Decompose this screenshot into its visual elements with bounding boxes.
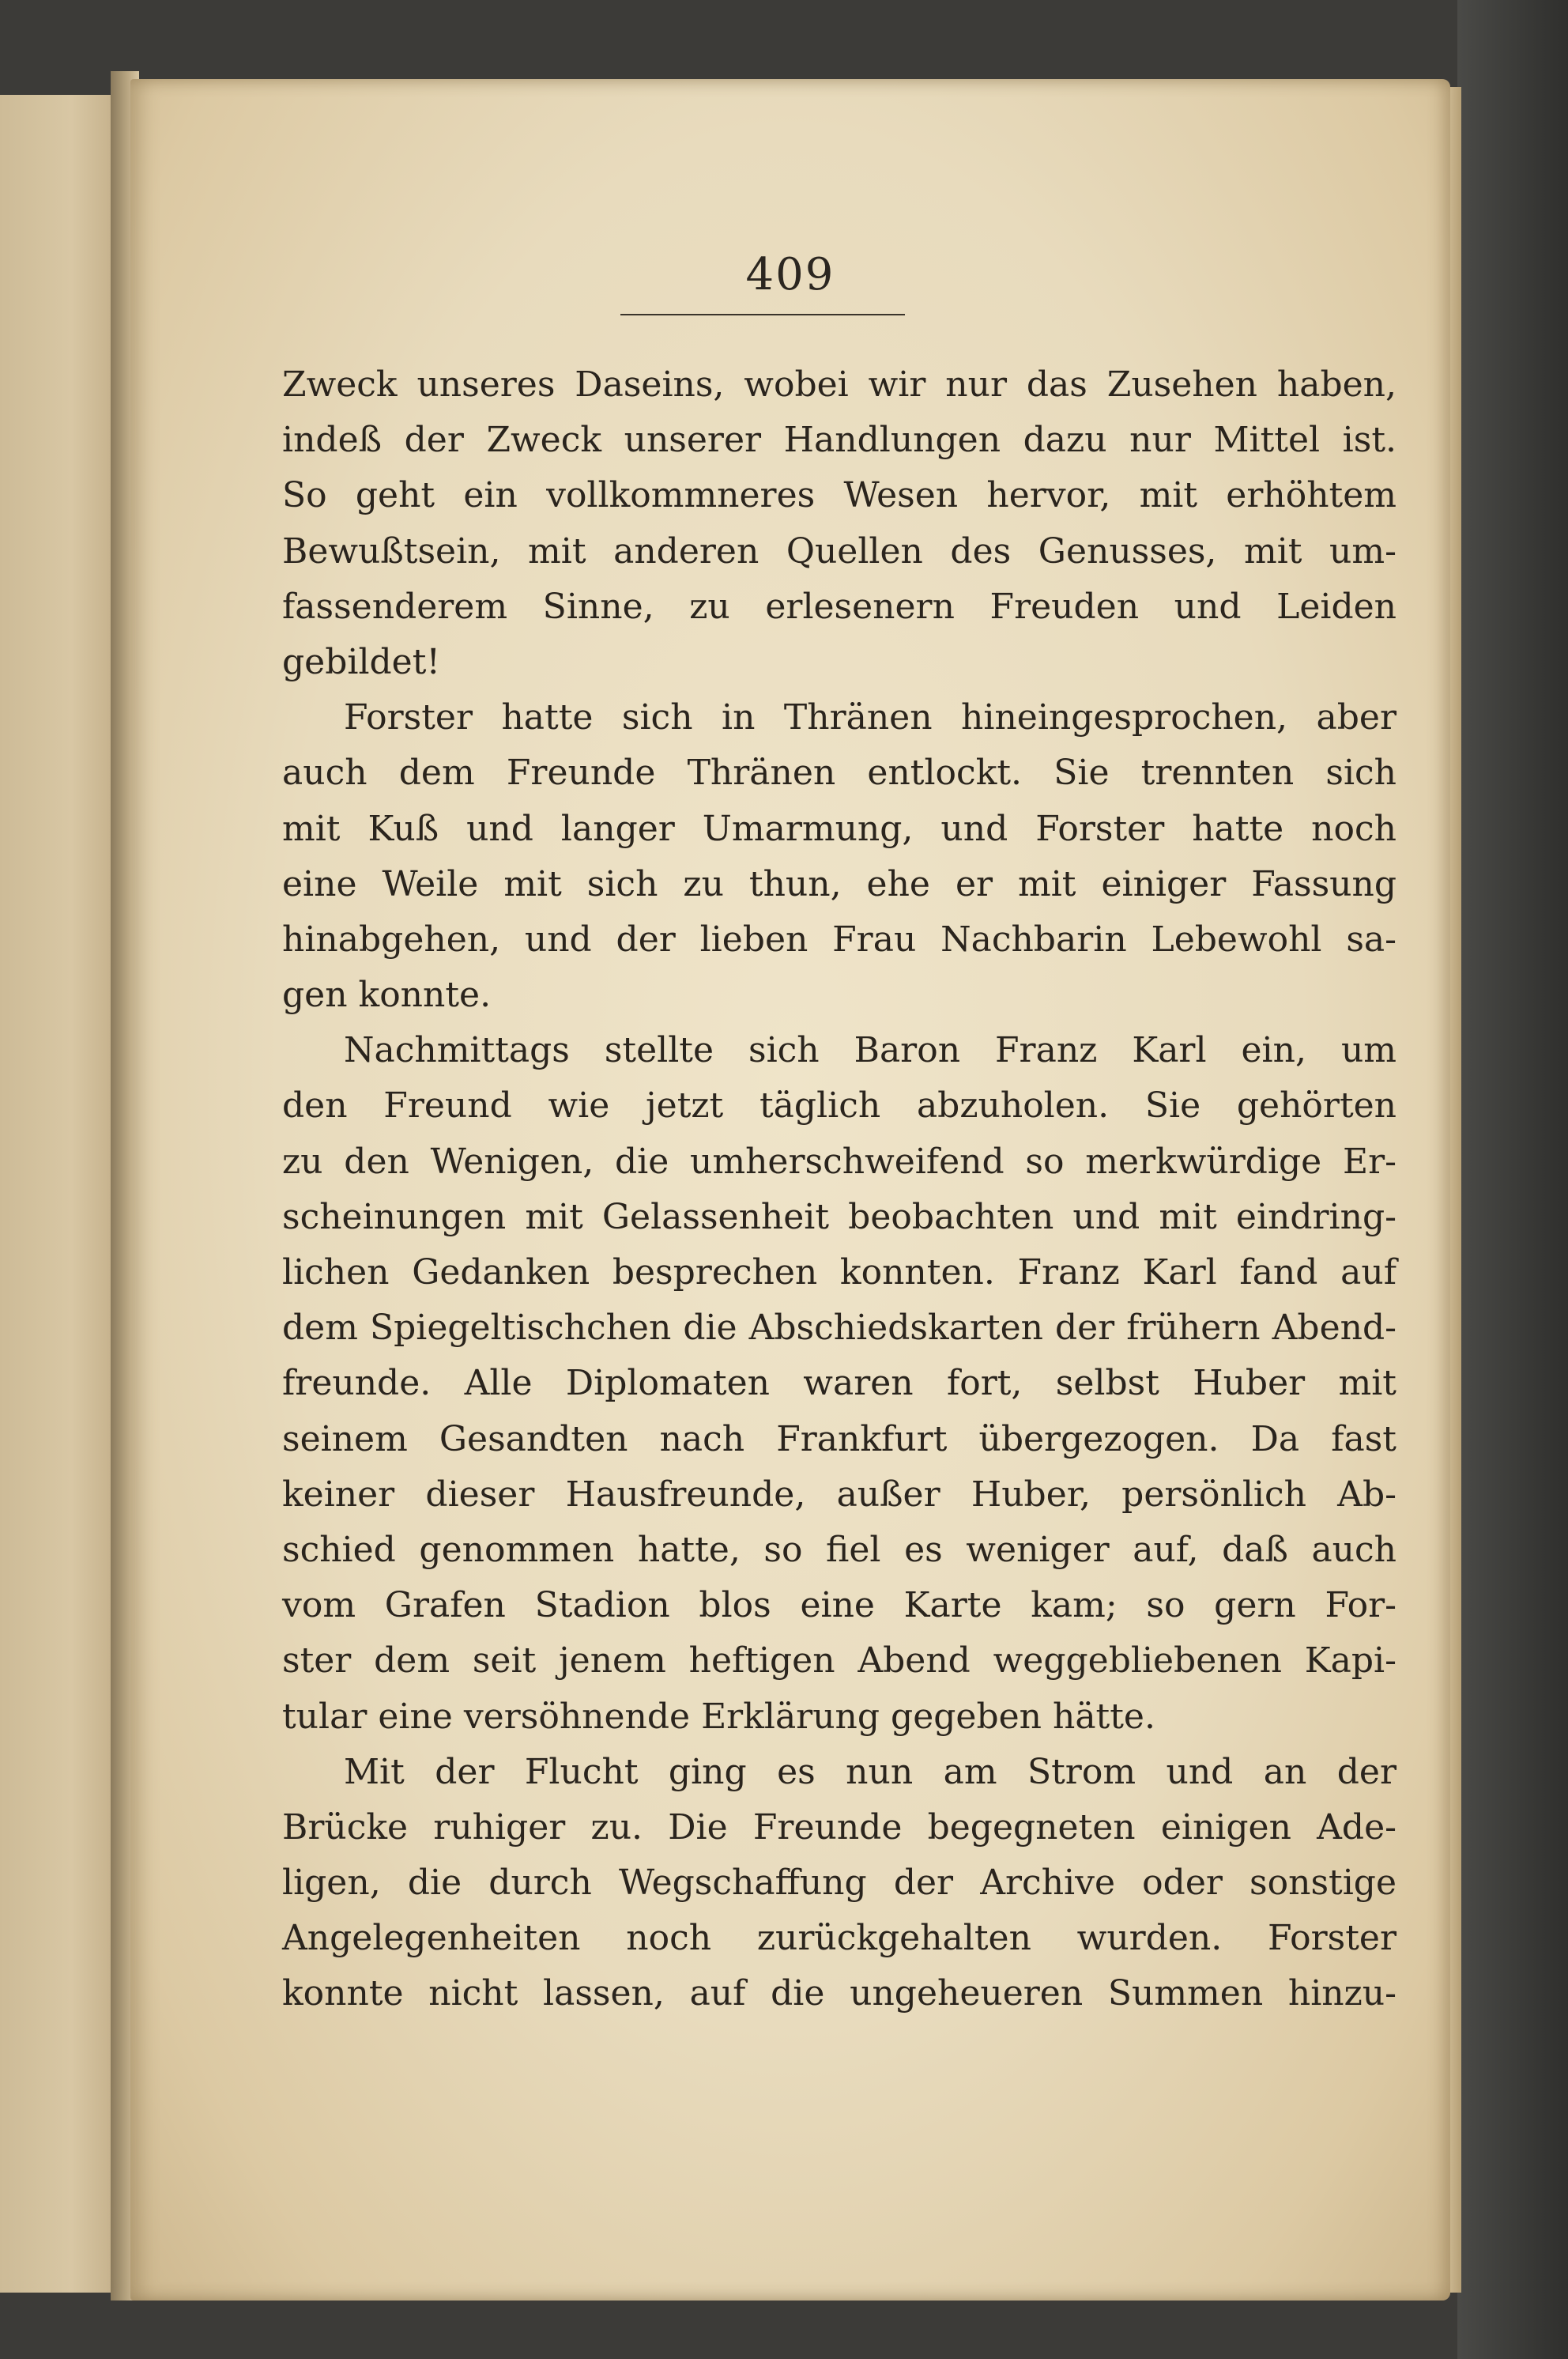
text-line: So geht ein vollkommneres Wesen hervor, mit erhöhtem (282, 475, 1396, 516)
text-line: auch dem Freunde Thränen entlockt. Sie trennten sich (282, 753, 1396, 794)
text-line: schied genommen hatte, so fiel es weniger auf, daß auch (282, 1529, 1396, 1570)
text-line: ster dem seit jenem heftigen Abend weggebliebenen Kapi- (282, 1640, 1396, 1681)
text-line: hinabgehen, und der lieben Frau Nachbarin Lebewohl sa- (282, 919, 1396, 960)
page-number: 409 (745, 249, 835, 300)
text-line: mit Kuß und langer Umarmung, und Forster hatte noch (282, 808, 1396, 849)
text-line: Bewußtsein, mit anderen Quellen des Genusses, mit um- (282, 530, 1396, 572)
text-line: den Freund wie jetzt täglich abzuholen. Sie gehörten (282, 1085, 1396, 1127)
text-line: seinem Gesandten nach Frankfurt übergezogen. Da fast (282, 1418, 1396, 1459)
text-line: Mit der Flucht ging es nun am Strom und an der (344, 1751, 1396, 1792)
text-line: tular eine versöhnende Erklärung gegeben hätte. (282, 1696, 1155, 1737)
text-line: indeß der Zweck unserer Handlungen dazu nur Mittel ist. (282, 420, 1396, 461)
text-line: fassenderem Sinne, zu erlesenern Freuden und Leiden (282, 586, 1396, 627)
text-line: Brücke ruhiger zu. Die Freunde begegneten einigen Ade- (282, 1806, 1396, 1848)
book-page (130, 79, 1450, 2300)
text-line: freunde. Alle Diplomaten waren fort, selbst Huber mit (282, 1363, 1396, 1404)
text-line: Zweck unseres Daseins, wobei wir nur das Zusehen haben, (282, 364, 1396, 405)
text-line: zu den Wenigen, die umherschweifend so merkwürdige Er- (282, 1141, 1396, 1182)
text-line: vom Grafen Stadion blos eine Karte kam; so gern For- (282, 1585, 1396, 1626)
text-line: konnte nicht lassen, auf die ungeheueren Summen hinzu- (282, 1973, 1396, 2014)
page-stack-edge (1450, 87, 1461, 2293)
text-line: keiner dieser Hausfreunde, außer Huber, persönlich Ab- (282, 1474, 1396, 1515)
text-line: eine Weile mit sich zu thun, ehe er mit einiger Fassung (282, 863, 1396, 904)
text-line: Angelegenheiten noch zurückgehalten wurden. Forster (282, 1918, 1396, 1959)
text-line: scheinungen mit Gelassenheit beobachten und mit eindring- (282, 1196, 1396, 1237)
facing-page-edge (0, 95, 119, 2293)
body-text (282, 357, 1396, 2022)
text-line: ligen, die durch Wegschaffung der Archive oder sonstige (282, 1863, 1396, 1904)
header-rule (620, 314, 905, 315)
text-line: Forster hatte sich in Thränen hineingesprochen, aber (344, 697, 1396, 738)
text-line: lichen Gedanken besprechen konnten. Franz Karl fand auf (282, 1252, 1396, 1293)
text-line: gen konnte. (282, 975, 492, 1016)
text-line: gebildet! (282, 641, 441, 682)
book-cover-edge (1457, 0, 1568, 2359)
text-line: Nachmittags stellte sich Baron Franz Karl ein, um (344, 1030, 1396, 1071)
text-line: dem Spiegeltischchen die Abschiedskarten der frühern Abend- (282, 1308, 1396, 1349)
